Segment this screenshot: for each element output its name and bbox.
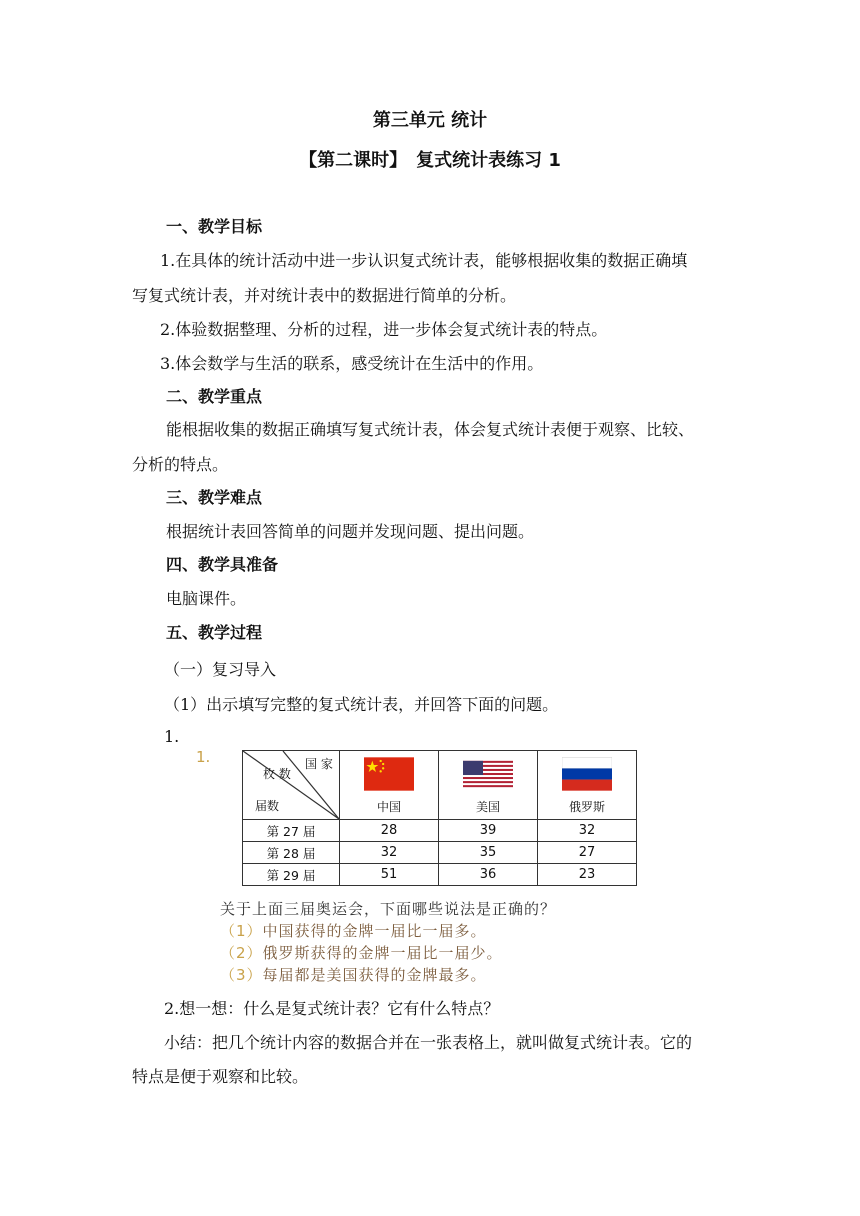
- table-row: [243, 864, 637, 886]
- lesson-title: 【第二课时】 复式统计表练习 1: [299, 150, 561, 171]
- country-header-usa: [439, 751, 538, 820]
- objective-1-line1: 1.在具体的统计活动中进一步认识复式统计表，能够根据收集的数据正确填: [160, 251, 688, 270]
- option-text: 每届都是美国获得的金牌最多。: [262, 966, 487, 984]
- russia-flag-icon: [562, 757, 612, 791]
- country-header-china: [340, 751, 439, 820]
- header-country-label: 国 家: [305, 757, 333, 771]
- process-question-2: 2.想一想：什么是复式统计表？它有什么特点？: [164, 999, 500, 1018]
- option-number: （1）: [220, 922, 263, 940]
- figure-option-3: [220, 964, 487, 985]
- option-number: （3）: [220, 966, 263, 984]
- country-label-china: 中国: [376, 800, 401, 814]
- objective-1-line2: 写复式统计表，并对统计表中的数据进行简单的分析。: [132, 286, 517, 305]
- section-heading-difficulties: 三、教学难点: [166, 488, 263, 507]
- diagonal-header-cell: [243, 751, 340, 820]
- process-sub1: （一）复习导入: [164, 660, 277, 679]
- keypoints-line1: 能根据收集的数据正确填写复式统计表，体会复式统计表便于观察、比较、: [166, 420, 695, 439]
- header-edition-label: 届数: [255, 799, 280, 813]
- section-heading-materials: 四、教学具准备: [166, 555, 279, 574]
- table-cell: 51: [340, 864, 439, 886]
- objective-2: 2.体验数据整理、分析的过程，进一步体会复式统计表的特点。: [160, 320, 608, 339]
- process-label-1: 1.: [164, 727, 180, 746]
- unit-title: 第三单元 统计: [372, 110, 488, 131]
- country-label-russia: 俄罗斯: [568, 800, 605, 814]
- medal-table-figure: [192, 748, 652, 988]
- table-row: [243, 842, 637, 864]
- row-label: 第 29 届: [243, 864, 340, 886]
- table-cell: 27: [538, 842, 637, 864]
- figure-option-1: [220, 920, 487, 941]
- country-label-usa: 美国: [475, 800, 500, 814]
- section-heading-objectives: 一、教学目标: [166, 217, 263, 236]
- row-label: 第 27 届: [243, 820, 340, 842]
- materials-line1: 电脑课件。: [166, 589, 247, 608]
- option-number: （2）: [220, 944, 263, 962]
- table-cell: 32: [538, 820, 637, 842]
- usa-flag-icon: [463, 757, 513, 791]
- section-heading-process: 五、教学过程: [166, 623, 263, 642]
- table-cell: 39: [439, 820, 538, 842]
- medal-table: [242, 750, 637, 886]
- table-row: [243, 820, 637, 842]
- summary-line1: 小结：把几个统计内容的数据合并在一张表格上，就叫做复式统计表。它的: [164, 1033, 693, 1052]
- figure-question: 关于上面三届奥运会，下面哪些说法是正确的？: [220, 900, 557, 918]
- table-cell: 28: [340, 820, 439, 842]
- china-flag-icon: [364, 757, 414, 791]
- option-text: 中国获得的金牌一届比一届多。: [262, 922, 487, 940]
- process-sub1-item1: （1）出示填写完整的复式统计表，并回答下面的问题。: [164, 695, 559, 714]
- figure-number: 1.: [196, 748, 211, 766]
- summary-line2: 特点是便于观察和比较。: [132, 1067, 309, 1086]
- table-cell: 32: [340, 842, 439, 864]
- country-header-russia: [538, 751, 637, 820]
- table-cell: 36: [439, 864, 538, 886]
- option-text: 俄罗斯获得的金牌一届比一届少。: [262, 944, 503, 962]
- row-label: 第 28 届: [243, 842, 340, 864]
- keypoints-line2: 分析的特点。: [132, 455, 229, 474]
- figure-option-2: [220, 942, 503, 963]
- table-cell: 35: [439, 842, 538, 864]
- header-count-label: 枚 数: [263, 767, 291, 781]
- objective-3: 3.体会数学与生活的联系，感受统计在生活中的作用。: [160, 354, 544, 373]
- difficulties-line1: 根据统计表回答简单的问题并发现问题、提出问题。: [166, 522, 535, 541]
- section-heading-keypoints: 二、教学重点: [166, 387, 263, 406]
- table-cell: 23: [538, 864, 637, 886]
